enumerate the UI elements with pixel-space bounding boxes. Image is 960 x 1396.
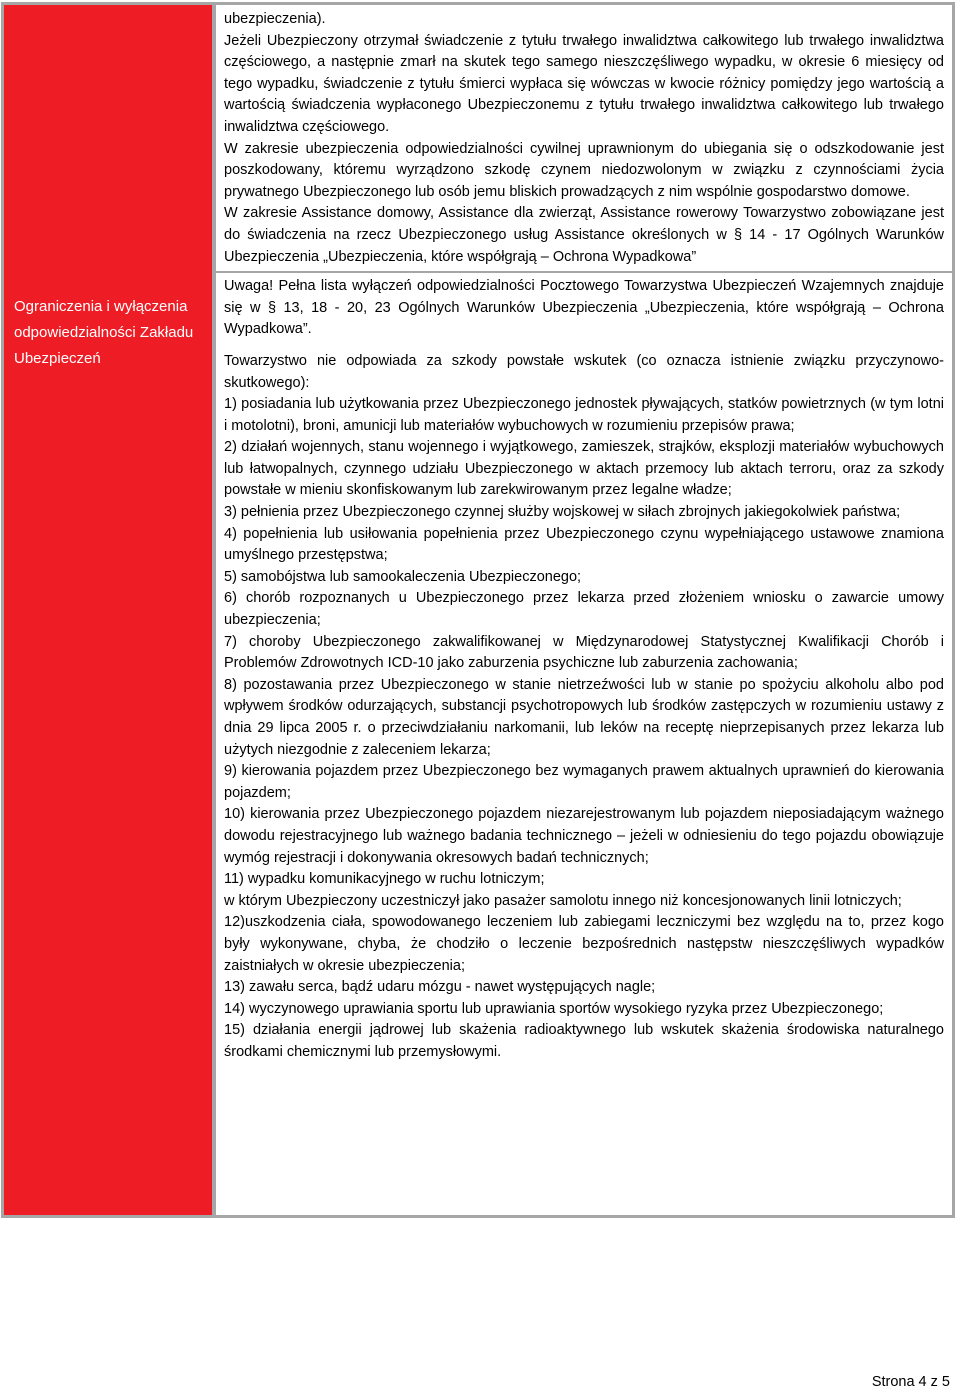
list-item: 4) popełnienia lub usiłowania popełnienia przez Ubezpieczonego czynu wypełniającego ustawowe znamiona umyślnego przestępstwa; (224, 525, 944, 564)
spacer (224, 341, 944, 351)
paragraph: W zakresie ubezpieczenia odpowiedzialności cywilnej uprawnionym do ubiegania się o odszkodowanie jest poszkodowany, któremu wyrządzono szkodę czynem niedozwolonym w związku z czynnościami życia prywatnego Ubezpieczonego lub osób jemu bliskich prowadzących z nim wspólnie gospodarstwo domowe. (224, 140, 944, 200)
list-item: 3) pełnienia przez Ubezpieczonego czynnej służby wojskowej w siłach zbrojnych jakiegokolwiek państwa; (224, 504, 901, 521)
row-divider (216, 271, 952, 273)
page-number: Strona 4 z 5 (871, 1374, 950, 1390)
list-item: 1) posiadania lub użytkowania przez Ubezpieczonego jednostek pływających, statków powietrznych (w tym lotni i motolotni), broni, amunicji lub materiałów wybuchowych w rozumieniu przepisów prawa; (224, 396, 944, 434)
list-item: 5) samobójstwa lub samookaleczenia Ubezpieczonego; (224, 568, 582, 585)
list-item: 6) chorób rozpoznanych u Ubezpieczonego przez lekarza przed złożeniem wniosku o zawarcie umowy ubezpieczenia; (224, 590, 944, 629)
list-item: 11) wypadku komunikacyjnego w ruchu lotniczym; (224, 871, 545, 888)
paragraph: ubezpieczenia). (224, 11, 326, 27)
limitations-table (1, 2, 955, 1218)
section-label-cell (4, 5, 212, 1215)
section-title: Ograniczenia i wyłączenia odpowiedzialności Zakładu Ubezpieczeń (14, 298, 194, 367)
paragraph: Jeżeli Ubezpieczony otrzymał świadczenie z tytułu trwałego inwalidztwa całkowitego lub trwałego inwalidztwa częściowego, a następnie zmarł na skutek tego samego nieszczęśliwego wypadku, w okresie 6 miesięcy od tego wypadku, świadczenie z tytułu śmierci wypłaca się wówczas w kwocie różnicy pomiędzy jego wartością a wartością świadczenia wypłaconego Ubezpieczonemu z tytułu trwałego inwalidztwa całkowitego lub trwałego inwalidztwa częściowego. (224, 32, 944, 135)
list-item: 7) choroby Ubezpieczonego zakwalifikowanej w Międzynarodowej Statystycznej Kwalifikacji Chorób i Problemów Zdrowotnych ICD-10 jako zaburzenia psychiczne lub zaburzenia zachowania; (224, 633, 944, 672)
list-item: 15) działania energii jądrowej lub skażenia radioaktywnego lub wskutek skażenia środowiska naturalnego środkami chemicznymi lub przemysłowymi. (224, 1022, 944, 1060)
list-item: 9) kierowania pojazdem przez Ubezpieczonego bez wymaganych prawem aktualnych uprawnień do kierowania pojazdem; (224, 763, 944, 801)
section-content (216, 5, 952, 1215)
list-item: 10) kierowania przez Ubezpieczonego pojazdem niezarejestrowanym lub pojazdem nieposiadającym ważnego dowodu rejestracyjnego lub ważnego badania technicznego – jeżeli w odniesieniu do tego pojazdu obowiązuje wymóg rejestracji i dokonywania okresowych badań technicznych; (224, 806, 944, 866)
list-item: 12)uszkodzenia ciała, spowodowanego leczeniem lub zabiegami leczniczymi bez względu na to, przez kogo były wykonywane, chyba, że chodziło o leczenie bezpośrednich następstw nieszczęśliwych wypadków zaistniałych w okresie ubezpieczenia; (224, 914, 944, 974)
list-item: 14) wyczynowego uprawiania sportu lub uprawiania sportów wysokiego ryzyka przez Ubezpieczonego; (224, 1000, 884, 1017)
paragraph: W zakresie Assistance domowy, Assistance dla zwierząt, Assistance rowerowy Towarzystwo zobowiązane jest do świadczenia na rzecz Ubezpieczonego usług Assistance określonych w § 14 - 17 Ogólnych Warunków Ubezpieczenia „Ubezpieczenia, które współgrają – Ochrona Wypadkowa” (224, 205, 944, 265)
list-item: 13) zawału serca, bądź udaru mózgu - nawet występujących nagle; (224, 979, 656, 996)
list-item: 8) pozostawania przez Ubezpieczonego w stanie nietrzeźwości lub w stanie po spożyciu alkoholu albo pod wpływem środków odurzających, substancji psychotropowych lub środków zastępczych w rozumieniu ustawy z dnia 29 lipca 2005 r. o przeciwdziałaniu narkomanii, lub leków na receptę nieprzepisanych przez lekarza lub użytych niezgodnie z zaleceniem lekarza; (224, 676, 944, 758)
notice-paragraph: Uwaga! Pełna lista wyłączeń odpowiedzialności Pocztowego Towarzystwa Ubezpieczeń Wzajemnych znajduje się w § 13, 18 - 20, 23 Ogólnych Warunków Ubezpieczenia „Ubezpieczenia, które współgrają – Ochrona Wypadkowa”. (224, 278, 944, 338)
exclusions-intro: Towarzystwo nie odpowiada za szkody powstałe wskutek (co oznacza istnienie związku przyczynowo-skutkowego): (224, 352, 944, 391)
list-item: w którym Ubezpieczony uczestniczył jako pasażer samolotu innego niż koncesjonowanych linii lotniczych; (224, 892, 902, 909)
list-item: 2) działań wojennych, stanu wojennego i wyjątkowego, zamieszek, strajków, eksplozji materiałów wybuchowych lub łatwopalnych, czynnego udziału Ubezpieczonego w aktach przemocy lub aktach terroru, oraz za szkody powstałe w mieniu skonfiskowanym lub zarekwirowanym przez legalne władze; (224, 439, 944, 499)
